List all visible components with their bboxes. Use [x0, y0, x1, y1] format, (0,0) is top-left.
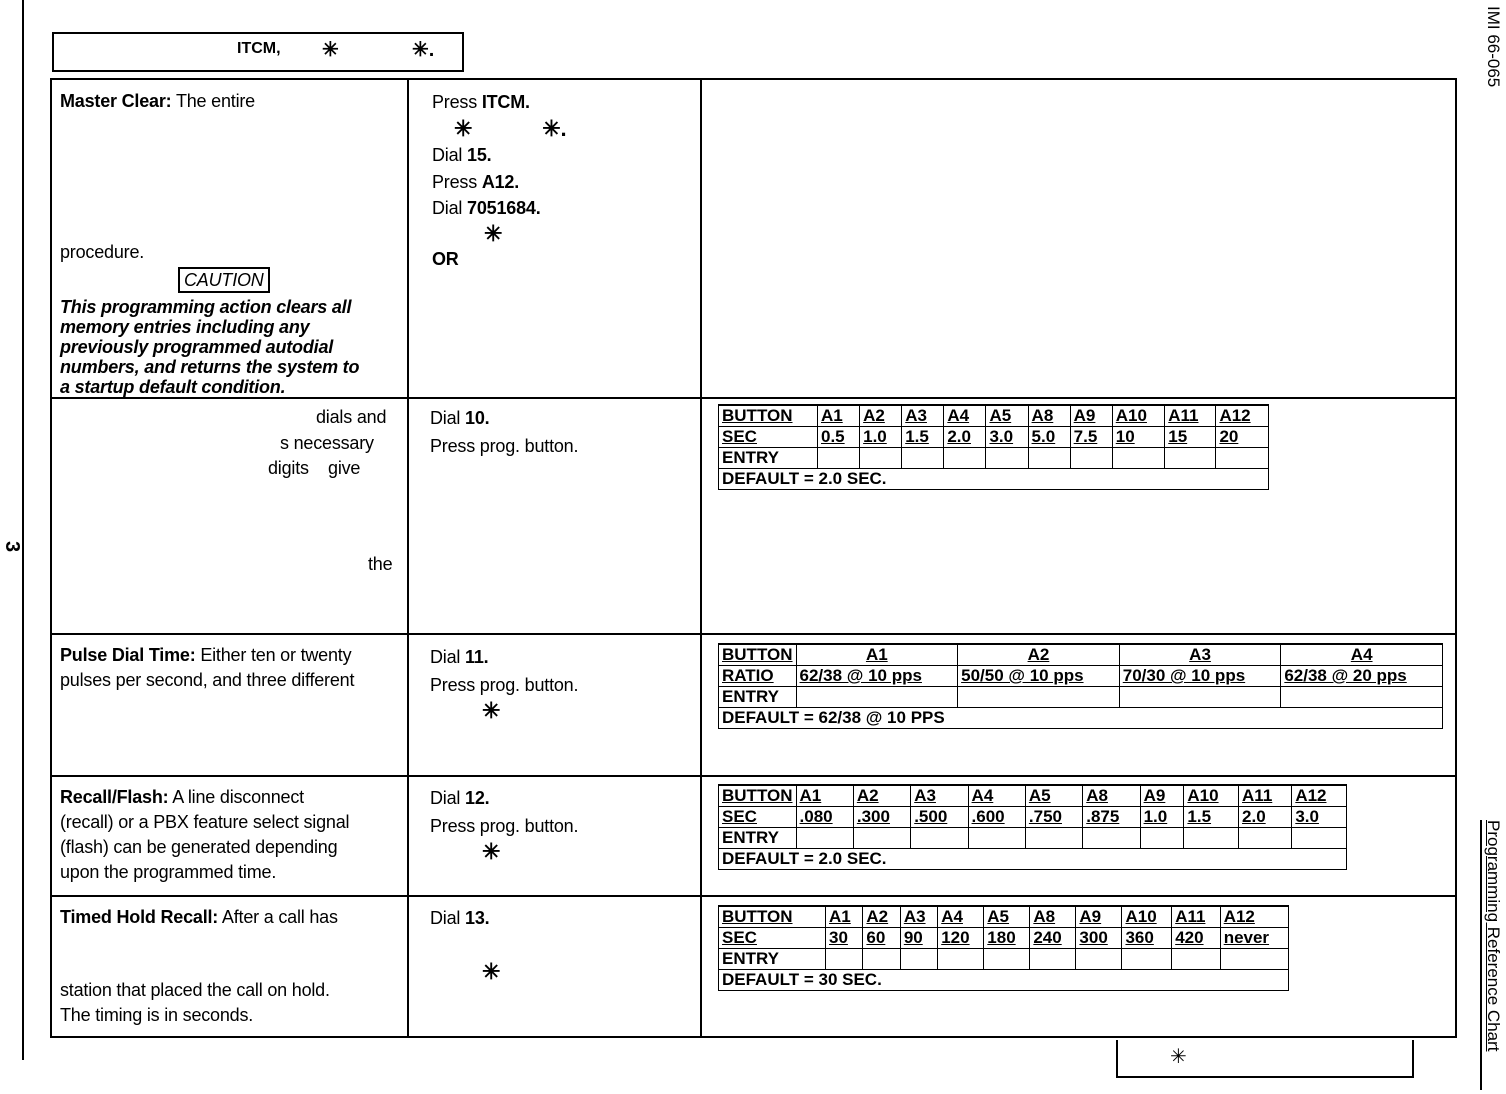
- warning-line: a startup default condition.: [60, 377, 286, 397]
- description-text: upon the programmed time.: [60, 862, 277, 882]
- left-margin-rule: [22, 0, 24, 1060]
- table-cell: .600: [968, 807, 1025, 828]
- table-cell: A8: [1030, 906, 1076, 928]
- description-text: dials and: [316, 407, 387, 427]
- table-cell: A12: [1292, 785, 1347, 807]
- table-cell: A10: [1112, 405, 1164, 427]
- entry-cell[interactable]: [958, 687, 1120, 708]
- entry-cell[interactable]: [1083, 828, 1140, 849]
- caution-label: [178, 267, 270, 293]
- description-text: The timing is in seconds.: [60, 1005, 254, 1025]
- table-cell: A1: [796, 785, 853, 807]
- table-cell: 10: [1112, 427, 1164, 448]
- step-text: Dial: [432, 145, 468, 165]
- table-cell: 240: [1030, 928, 1076, 949]
- entry-cell[interactable]: [944, 448, 986, 469]
- table-cell: .500: [911, 807, 968, 828]
- table-cell: A4: [944, 405, 986, 427]
- row-divider: [52, 397, 1455, 399]
- table-cell: BUTTON: [719, 906, 826, 928]
- entry-label: ENTRY: [719, 687, 797, 708]
- table-cell: A10: [1184, 785, 1239, 807]
- row-divider: [52, 895, 1455, 897]
- entry-cell[interactable]: [968, 828, 1025, 849]
- dial-time-description: [60, 405, 400, 625]
- description-text: After a call has: [218, 907, 338, 927]
- table-cell: A2: [863, 906, 900, 928]
- master-clear-description: [60, 89, 400, 397]
- feature-title: Master Clear:: [60, 91, 172, 111]
- side-title: Programming Reference Chart: [1484, 820, 1503, 1052]
- entry-cell[interactable]: [1028, 448, 1070, 469]
- warning-line: previously programmed autodial: [60, 337, 334, 357]
- table-cell: A5: [984, 906, 1030, 928]
- table-cell: RATIO: [719, 666, 797, 687]
- table-cell: A3: [911, 785, 968, 807]
- star-icon: ✳: [482, 698, 501, 723]
- entry-cell[interactable]: [853, 828, 910, 849]
- entry-cell[interactable]: [826, 949, 863, 970]
- table-row: [719, 970, 1289, 991]
- step-text: Dial: [430, 647, 466, 667]
- entry-cell[interactable]: [1140, 828, 1184, 849]
- table-cell: 3.0: [1292, 807, 1347, 828]
- table-cell: A11: [1172, 906, 1221, 928]
- description-text: The entire: [175, 91, 255, 111]
- table-row: [719, 928, 1289, 949]
- column-divider: [407, 80, 409, 1036]
- entry-label: ENTRY: [719, 448, 818, 469]
- entry-cell[interactable]: [1220, 949, 1288, 970]
- step-text: Dial: [430, 908, 466, 928]
- warning-line: This programming action clears all: [60, 297, 352, 317]
- table-cell: A3: [900, 906, 937, 928]
- table-cell: 1.0: [860, 427, 902, 448]
- description-text: Either ten or twenty: [195, 645, 352, 665]
- table-cell: A9: [1076, 906, 1122, 928]
- header-itcm: ITCM,: [237, 40, 281, 57]
- entry-cell[interactable]: [911, 828, 968, 849]
- step-key: 15.: [467, 145, 492, 165]
- document-id: IMI 66-065: [1484, 6, 1503, 88]
- table-row: [719, 405, 1269, 427]
- table-cell: 62/38 @ 10 pps: [796, 666, 958, 687]
- table-cell: .080: [796, 807, 853, 828]
- table-cell: A11: [1165, 405, 1216, 427]
- step-text: Dial: [432, 198, 468, 218]
- table-cell: 50/50 @ 10 pps: [958, 666, 1120, 687]
- table-cell: 62/38 @ 20 pps: [1281, 666, 1443, 687]
- step-key: ITCM.: [481, 92, 530, 112]
- entry-cell[interactable]: [984, 949, 1030, 970]
- table-cell: A1: [826, 906, 863, 928]
- entry-cell[interactable]: [1281, 687, 1443, 708]
- or-label: OR: [432, 249, 459, 269]
- entry-cell[interactable]: [1030, 949, 1076, 970]
- entry-cell[interactable]: [1112, 448, 1164, 469]
- option-table: [718, 905, 1289, 991]
- table-cell: A9: [1070, 405, 1112, 427]
- row-divider: [52, 775, 1455, 777]
- table-cell: A12: [1220, 906, 1288, 928]
- entry-label: ENTRY: [719, 828, 797, 849]
- table-cell: A8: [1083, 785, 1140, 807]
- table-cell: 1.0: [1140, 807, 1184, 828]
- timed-hold-recall-description: [60, 905, 400, 1030]
- table-cell: SEC: [719, 807, 797, 828]
- table-row: [719, 906, 1289, 928]
- table-cell: .300: [853, 807, 910, 828]
- table-cell: A10: [1122, 906, 1172, 928]
- feature-title: Recall/Flash:: [60, 787, 169, 807]
- entry-cell[interactable]: [796, 828, 853, 849]
- table-cell: A2: [958, 644, 1120, 666]
- table-cell: BUTTON: [719, 405, 818, 427]
- step-text: Press: [432, 172, 482, 192]
- option-table: [718, 643, 1443, 729]
- entry-cell[interactable]: [902, 448, 944, 469]
- default-value: DEFAULT = 62/38 @ 10 PPS: [719, 708, 1443, 729]
- feature-title: Timed Hold Recall:: [60, 907, 219, 927]
- table-cell: 20: [1216, 427, 1269, 448]
- option-table: [718, 404, 1269, 490]
- programming-chart: [50, 78, 1457, 1038]
- entry-cell[interactable]: [1070, 448, 1112, 469]
- star-icon: ✳.: [542, 116, 567, 141]
- table-cell: 1.5: [902, 427, 944, 448]
- entry-cell[interactable]: [796, 687, 958, 708]
- table-cell: .750: [1025, 807, 1082, 828]
- table-cell: A2: [860, 405, 902, 427]
- star-icon: ✳: [482, 959, 501, 984]
- table-row: [719, 807, 1347, 828]
- entry-label: ENTRY: [719, 949, 826, 970]
- feature-title: Pulse Dial Time:: [60, 645, 196, 665]
- table-cell: 1.5: [1184, 807, 1239, 828]
- table-cell: A9: [1140, 785, 1184, 807]
- default-value: DEFAULT = 2.0 SEC.: [719, 469, 1269, 490]
- star-icon: ✳: [1170, 1046, 1187, 1068]
- row-divider: [52, 633, 1455, 635]
- star-icon: ✳: [322, 39, 339, 61]
- step-key: 11.: [465, 647, 489, 667]
- entry-cell[interactable]: [1292, 828, 1347, 849]
- default-value: DEFAULT = 2.0 SEC.: [719, 849, 1347, 870]
- table-row: [719, 469, 1269, 490]
- table-row: [719, 666, 1443, 687]
- table-cell: 30: [826, 928, 863, 949]
- table-cell: A4: [938, 906, 984, 928]
- table-cell: A5: [1025, 785, 1082, 807]
- step-text: Dial: [430, 788, 466, 808]
- recall-flash-description: [60, 785, 400, 885]
- entry-cell[interactable]: [1239, 828, 1292, 849]
- table-cell: .875: [1083, 807, 1140, 828]
- entry-cell[interactable]: [1172, 949, 1221, 970]
- description-text: A line disconnect: [168, 787, 304, 807]
- table-cell: 60: [863, 928, 900, 949]
- right-margin-rule: [1480, 820, 1482, 1090]
- entry-cell[interactable]: [1076, 949, 1122, 970]
- description-text: (flash) can be generated depending: [60, 837, 338, 857]
- page-number: 3: [1, 540, 24, 553]
- table-cell: 120: [938, 928, 984, 949]
- table-cell: BUTTON: [719, 785, 797, 807]
- caution-badge: CAUTION: [178, 267, 270, 293]
- table-cell: 7.5: [1070, 427, 1112, 448]
- table-row: [719, 427, 1269, 448]
- step-text: Dial: [430, 408, 466, 428]
- table-cell: 5.0: [1028, 427, 1070, 448]
- step-text: Press prog. button.: [430, 816, 579, 836]
- description-text: the: [368, 554, 393, 574]
- table-cell: A5: [986, 405, 1028, 427]
- step-key: A12.: [481, 172, 520, 192]
- table-cell: 70/30 @ 10 pps: [1119, 666, 1281, 687]
- description-text: s necessary: [280, 433, 374, 453]
- table-row: [719, 828, 1347, 849]
- entry-cell[interactable]: [818, 448, 860, 469]
- description-text: pulses per second, and three different: [60, 670, 355, 690]
- caution-warning: [60, 297, 405, 397]
- table-cell: A4: [968, 785, 1025, 807]
- table-cell: 2.0: [944, 427, 986, 448]
- table-row: [719, 849, 1347, 870]
- table-cell: 420: [1172, 928, 1221, 949]
- warning-line: numbers, and returns the system to: [60, 357, 360, 377]
- table-cell: SEC: [719, 928, 826, 949]
- pulse-dial-description: [60, 643, 400, 693]
- default-value: DEFAULT = 30 SEC.: [719, 970, 1289, 991]
- table-row: [719, 949, 1289, 970]
- description-text: digits give: [268, 458, 361, 478]
- description-text: (recall) or a PBX feature select signal: [60, 812, 350, 832]
- step-key: 10.: [465, 408, 490, 428]
- step-text: Press prog. button.: [430, 436, 579, 456]
- table-cell: A1: [796, 644, 958, 666]
- table-row: [719, 785, 1347, 807]
- table-cell: A1: [818, 405, 860, 427]
- table-row: [719, 687, 1443, 708]
- table-cell: BUTTON: [719, 644, 797, 666]
- entry-cell[interactable]: [1184, 828, 1239, 849]
- table-cell: 2.0: [1239, 807, 1292, 828]
- table-row: [719, 448, 1269, 469]
- star-icon: ✳.: [412, 39, 435, 61]
- step-key: 12.: [465, 788, 490, 808]
- step-text: Press: [432, 92, 482, 112]
- table-cell: never: [1220, 928, 1288, 949]
- table-cell: 180: [984, 928, 1030, 949]
- entry-cell[interactable]: [938, 949, 984, 970]
- entry-cell[interactable]: [1025, 828, 1082, 849]
- table-cell: A3: [1119, 644, 1281, 666]
- entry-cell[interactable]: [1119, 687, 1281, 708]
- star-icon: ✳: [484, 221, 503, 246]
- description-text: station that placed the call on hold.: [60, 980, 330, 1000]
- step-text: Press prog. button.: [430, 675, 579, 695]
- star-icon: ✳: [482, 839, 501, 864]
- table-cell: SEC: [719, 427, 818, 448]
- table-row: [719, 708, 1443, 729]
- entry-cell[interactable]: [1165, 448, 1216, 469]
- entry-cell[interactable]: [1216, 448, 1269, 469]
- column-divider: [700, 80, 702, 1036]
- table-row: [719, 644, 1443, 666]
- step-key: 7051684.: [467, 198, 541, 218]
- entry-cell[interactable]: [1122, 949, 1172, 970]
- table-cell: 360: [1122, 928, 1172, 949]
- table-cell: A8: [1028, 405, 1070, 427]
- table-cell: A4: [1281, 644, 1443, 666]
- header-box: [52, 32, 464, 72]
- table-cell: 90: [900, 928, 937, 949]
- option-table: [718, 784, 1347, 870]
- footer-box: [1116, 1040, 1414, 1078]
- warning-line: memory entries including any: [60, 317, 310, 337]
- table-cell: A12: [1216, 405, 1269, 427]
- description-text: procedure.: [60, 242, 145, 262]
- entry-cell[interactable]: [860, 448, 902, 469]
- entry-cell[interactable]: [900, 949, 937, 970]
- table-cell: 15: [1165, 427, 1216, 448]
- table-cell: 3.0: [986, 427, 1028, 448]
- step-key: 13.: [465, 908, 490, 928]
- table-cell: 0.5: [818, 427, 860, 448]
- table-cell: A3: [902, 405, 944, 427]
- entry-cell[interactable]: [863, 949, 900, 970]
- entry-cell[interactable]: [986, 448, 1028, 469]
- star-icon: ✳: [454, 116, 473, 141]
- table-cell: A11: [1239, 785, 1292, 807]
- table-cell: A2: [853, 785, 910, 807]
- table-cell: 300: [1076, 928, 1122, 949]
